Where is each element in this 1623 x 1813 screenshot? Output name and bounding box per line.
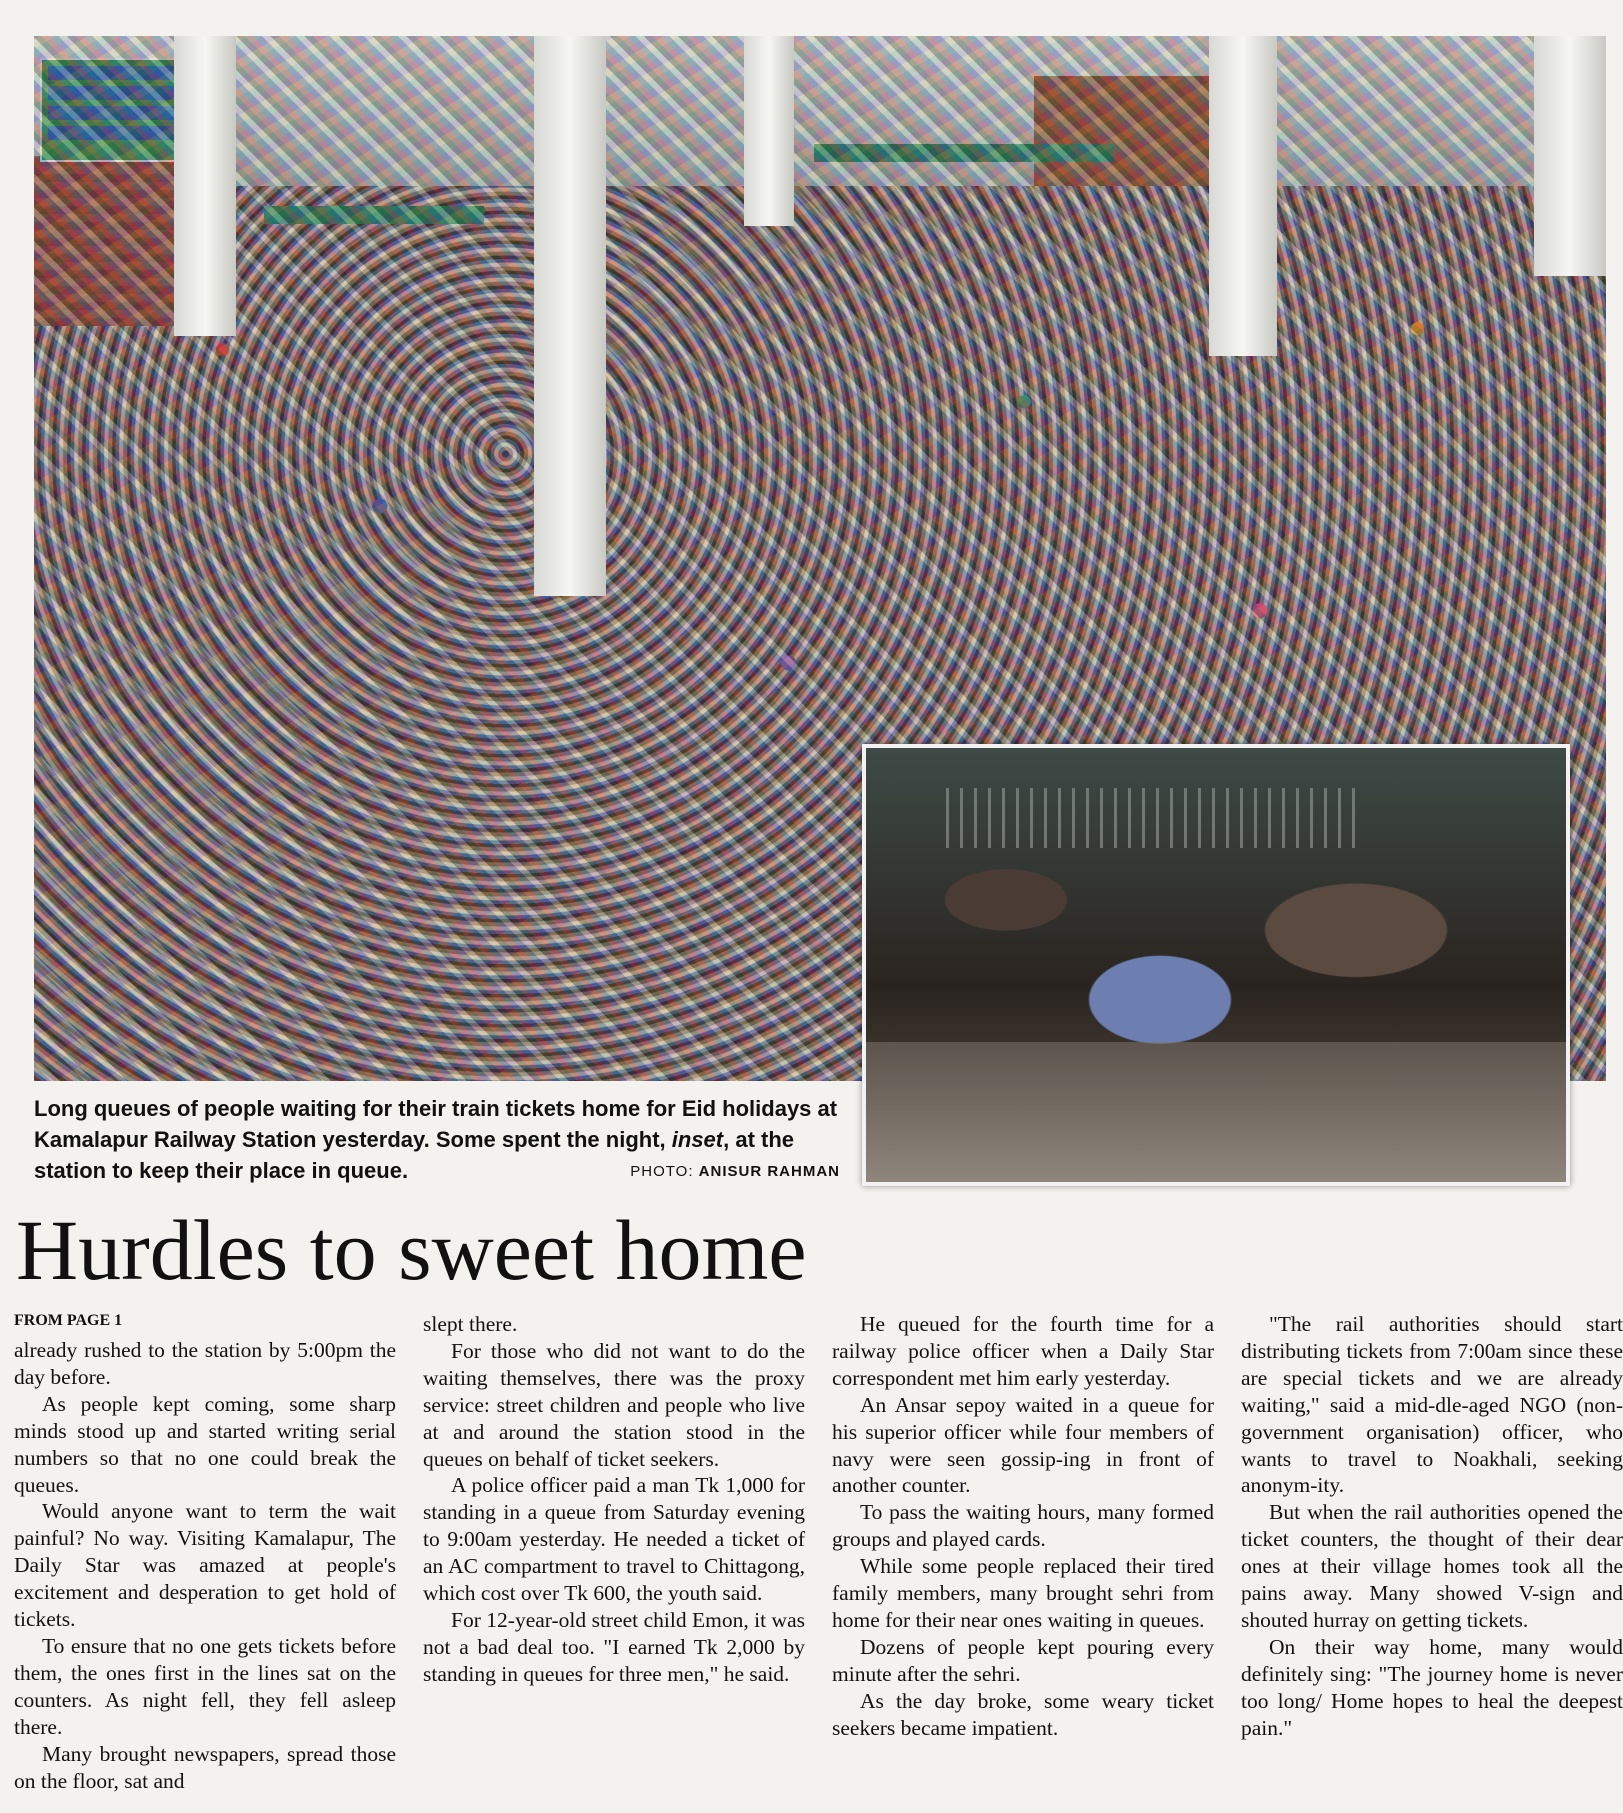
paragraph: He queued for the fourth time for a railway police officer when a Daily Star correspondent met him early yesterday. bbox=[832, 1312, 1214, 1390]
caption-line: station to keep their place in queue. bbox=[34, 1158, 409, 1183]
paragraph: slept there. bbox=[423, 1312, 518, 1336]
paragraph: For 12-year-old street child Emon, it was not a bad deal too. "I earned Tk 2,000 by standing in queues for three men," he said. bbox=[423, 1607, 805, 1686]
article-column-2 bbox=[423, 1311, 805, 1688]
paragraph: already rushed to the station by 5:00pm the day before. bbox=[14, 1338, 396, 1389]
article-column-1 bbox=[14, 1337, 396, 1794]
paragraph: "The rail authorities should start distributing tickets from 7:00am since these are special tickets and we are already waiting," said a mid-dle-aged NGO (non-government organisation) officer, who wants to travel to Noakhali, seeking anonym-ity. bbox=[1241, 1312, 1623, 1498]
inset-floor-newspapers bbox=[866, 1042, 1566, 1182]
paragraph: As the day broke, some weary ticket seekers became impatient. bbox=[832, 1688, 1214, 1740]
paragraph: But when the rail authorities opened the ticket counters, the thought of their dear ones at their village homes took all the pains away. Many showed V-sign and shouted hurray on getting tickets. bbox=[1241, 1500, 1623, 1632]
pillar bbox=[744, 36, 794, 226]
paragraph: An Ansar sepoy waited in a queue for his superior officer while four members of navy were seen gossip-ing in front of another counter. bbox=[832, 1392, 1214, 1498]
caption-inset-word: inset bbox=[671, 1127, 724, 1152]
caption-text: Kamalapur Railway Station yesterday. Some spent the night, bbox=[34, 1127, 672, 1152]
paragraph: Would anyone want to term the wait painful? No way. Visiting Kamalapur, The Daily Star was amazed at people's excitement and desperation to get hold of tickets. bbox=[14, 1499, 396, 1632]
paragraph: While some people replaced their tired family members, many brought sehri from home for their near ones waiting in queues. bbox=[832, 1554, 1214, 1632]
caption-line: Long queues of people waiting for their train tickets home for Eid holidays at bbox=[34, 1096, 838, 1121]
pillar bbox=[534, 36, 606, 596]
paragraph: For those who did not want to do the waiting themselves, there was the proxy service: street children and people who live at and around the station stood in the queues on behalf of ticket seekers. bbox=[423, 1338, 805, 1471]
from-page-label: FROM PAGE 1 bbox=[14, 1312, 123, 1329]
pillar bbox=[1209, 36, 1277, 356]
paragraph: To pass the waiting hours, many formed groups and played cards. bbox=[832, 1500, 1214, 1552]
photo-credit bbox=[618, 1163, 840, 1180]
caption-text: , at the bbox=[723, 1127, 795, 1152]
inset-railing bbox=[946, 788, 1366, 848]
article-column-3 bbox=[832, 1311, 1214, 1742]
paragraph: As people kept coming, some sharp minds stood up and started writing serial numbers so that no one could break the queues. bbox=[14, 1391, 396, 1497]
pillar bbox=[1534, 36, 1606, 276]
credit-label: PHOTO: bbox=[630, 1163, 694, 1180]
inset-photo-sleeping bbox=[862, 744, 1570, 1186]
paragraph: To ensure that no one gets tickets before them, the ones first in the lines sat on the counters. As night fell, they fell asleep there. bbox=[14, 1633, 396, 1739]
headline: Hurdles to sweet home bbox=[16, 1202, 807, 1298]
paragraph: Many brought newspapers, spread those on the floor, sat and bbox=[14, 1741, 396, 1793]
paragraph: On their way home, many would definitely sing: "The journey home is never too long/ Home hopes to heal the deepest pain." bbox=[1241, 1634, 1623, 1740]
article-column-4 bbox=[1241, 1311, 1623, 1742]
paragraph: Dozens of people kept pouring every minute after the sehri. bbox=[832, 1634, 1214, 1686]
caption-line bbox=[34, 1124, 844, 1155]
paragraph: A police officer paid a man Tk 1,000 for standing in a queue from Saturday evening to 9:00am yesterday. He needed a ticket of an AC compartment to travel to Chittagong, which cost over Tk 600, the youth said. bbox=[423, 1473, 805, 1606]
pillar bbox=[174, 36, 236, 336]
credit-name: ANISUR RAHMAN bbox=[698, 1163, 840, 1180]
